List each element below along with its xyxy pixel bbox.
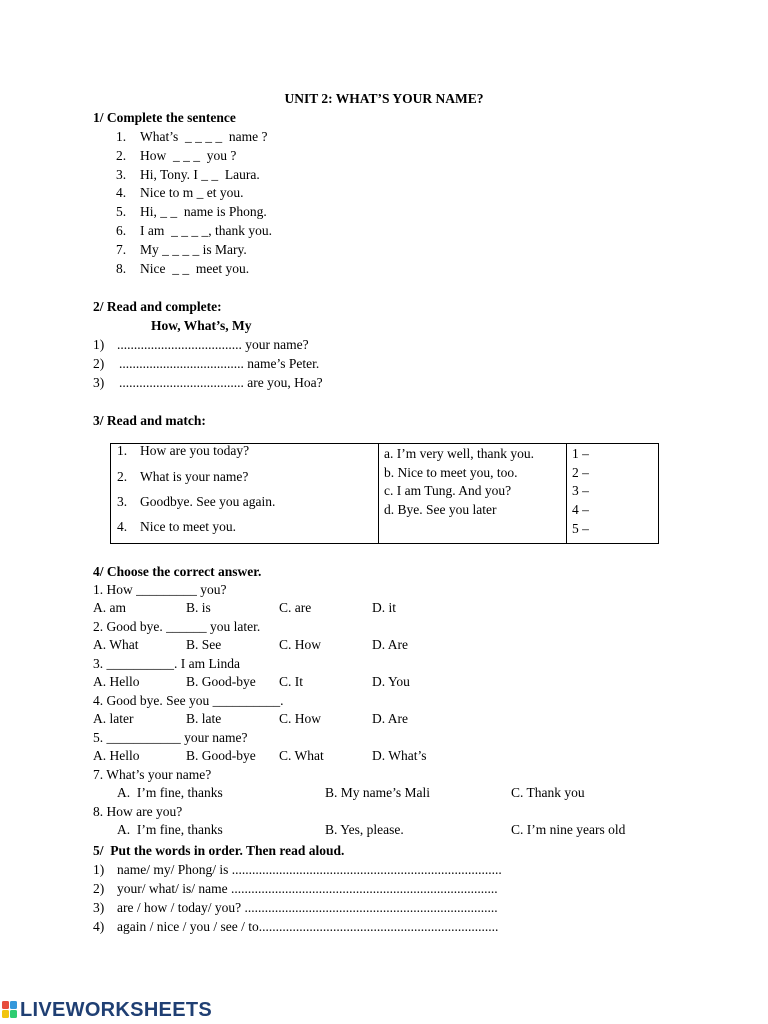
section1-item-num: 8. [116, 261, 127, 276]
match-question: How are you today? [140, 443, 250, 458]
option-a: A. later [93, 711, 134, 726]
option-c: C. How [279, 637, 322, 652]
question-text: 4. Good bye. See you __________. [93, 693, 284, 708]
liveworksheets-logo-text: LIVEWORKSHEETS [20, 998, 212, 1021]
match-question-num: 3. [117, 494, 128, 509]
option-a: A. am [93, 600, 126, 615]
option-c: C. What [279, 748, 324, 763]
section1-item-num: 6. [116, 223, 127, 238]
section1-item-num: 3. [116, 167, 127, 182]
section2-item-text: ..................................... your name? [117, 337, 309, 352]
match-slot: 4 – [572, 502, 589, 517]
match-question-num: 2. [117, 469, 128, 484]
section1-item-text: Hi, Tony. I _ _ Laura. [140, 167, 260, 182]
option-c: C. It [279, 674, 304, 689]
match-slot: 1 – [572, 446, 589, 461]
option-c: C. I’m nine years old [511, 822, 626, 837]
table-divider [378, 444, 379, 543]
section5-item-num: 4) [93, 919, 105, 934]
option-b: B. See [186, 637, 222, 652]
option-a: A. I’m fine, thanks [117, 822, 223, 837]
table-divider [566, 444, 567, 543]
match-slot: 3 – [572, 483, 589, 498]
option-c: C. are [279, 600, 312, 615]
match-question: What is your name? [140, 469, 249, 484]
section5-item-text: name/ my/ Phong/ is ................................................................................ [117, 862, 502, 877]
section1-item-num: 5. [116, 204, 127, 219]
option-b: B. Yes, please. [325, 822, 404, 837]
section3-heading: 3/ Read and match: [93, 413, 206, 428]
question-text: 7. What’s your name? [93, 767, 212, 782]
section2-item-text: ..................................... are you, Hoa? [119, 375, 323, 390]
question-text: 3. __________. I am Linda [93, 656, 240, 671]
section5-item-num: 2) [93, 881, 105, 896]
section2-item-num: 3) [93, 375, 105, 390]
section1-heading: 1/ Complete the sentence [93, 110, 236, 125]
option-b: B. My name’s Mali [325, 785, 430, 800]
section2-item-num: 2) [93, 356, 105, 371]
question-text: 5. ___________ your name? [93, 730, 248, 745]
option-b: B. Good-bye [186, 674, 256, 689]
section1-item-num: 2. [116, 148, 127, 163]
match-answer: c. I am Tung. And you? [384, 483, 512, 498]
match-question: Nice to meet you. [140, 519, 236, 534]
section2-word-bank: How, What’s, My [151, 318, 252, 333]
section1-item-text: My _ _ _ _ is Mary. [140, 242, 247, 257]
option-a: A. Hello [93, 674, 140, 689]
match-answer: b. Nice to meet you, too. [384, 465, 518, 480]
section1-item-text: Hi, _ _ name is Phong. [140, 204, 267, 219]
section5-heading: 5/ Put the words in order. Then read aloud. [93, 843, 345, 858]
section5-item-num: 1) [93, 862, 105, 877]
option-d: D. Are [372, 637, 408, 652]
section2-item-num: 1) [93, 337, 105, 352]
section5-item-text: again / nice / you / see / to....................................................................... [117, 919, 499, 934]
question-text: 8. How are you? [93, 804, 183, 819]
match-question-num: 4. [117, 519, 128, 534]
section1-item-num: 1. [116, 129, 127, 144]
section1-item-num: 7. [116, 242, 127, 257]
match-answer: a. I’m very well, thank you. [384, 446, 534, 461]
option-c: C. Thank you [511, 785, 585, 800]
section5-item-num: 3) [93, 900, 105, 915]
option-d: D. You [372, 674, 410, 689]
match-question-num: 1. [117, 443, 128, 458]
match-slot: 5 – [572, 521, 589, 536]
match-answer: d. Bye. See you later [384, 502, 497, 517]
section1-item-text: What’s _ _ _ _ name ? [140, 129, 268, 144]
liveworksheets-logo-icon [2, 1001, 18, 1019]
section1-item-text: I am _ _ _ _, thank you. [140, 223, 272, 238]
option-b: B. is [186, 600, 211, 615]
option-a: A. I’m fine, thanks [117, 785, 223, 800]
section5-item-text: your/ what/ is/ name ............................................................................... [117, 881, 498, 896]
option-d: D. What’s [372, 748, 427, 763]
section5-item-text: are / how / today/ you? ........................................................................... [117, 900, 498, 915]
question-text: 1. How _________ you? [93, 582, 227, 597]
section1-item-num: 4. [116, 185, 127, 200]
match-question: Goodbye. See you again. [140, 494, 276, 509]
liveworksheets-logo [2, 999, 212, 1021]
section1-item-text: Nice to m _ et you. [140, 185, 244, 200]
question-text: 2. Good bye. ______ you later. [93, 619, 261, 634]
section1-item-text: Nice _ _ meet you. [140, 261, 250, 276]
section1-item-text: How _ _ _ you ? [140, 148, 237, 163]
section4-heading: 4/ Choose the correct answer. [93, 564, 262, 579]
section2-heading: 2/ Read and complete: [93, 299, 222, 314]
section2-item-text: ..................................... name’s Peter. [119, 356, 320, 371]
option-a: A. Hello [93, 748, 140, 763]
option-d: D. it [372, 600, 397, 615]
option-c: C. How [279, 711, 322, 726]
worksheet-title: UNIT 2: WHAT’S YOUR NAME? [284, 91, 484, 106]
match-slot: 2 – [572, 465, 589, 480]
option-d: D. Are [372, 711, 408, 726]
option-a: A. What [93, 637, 139, 652]
option-b: B. Good-bye [186, 748, 256, 763]
option-b: B. late [186, 711, 222, 726]
